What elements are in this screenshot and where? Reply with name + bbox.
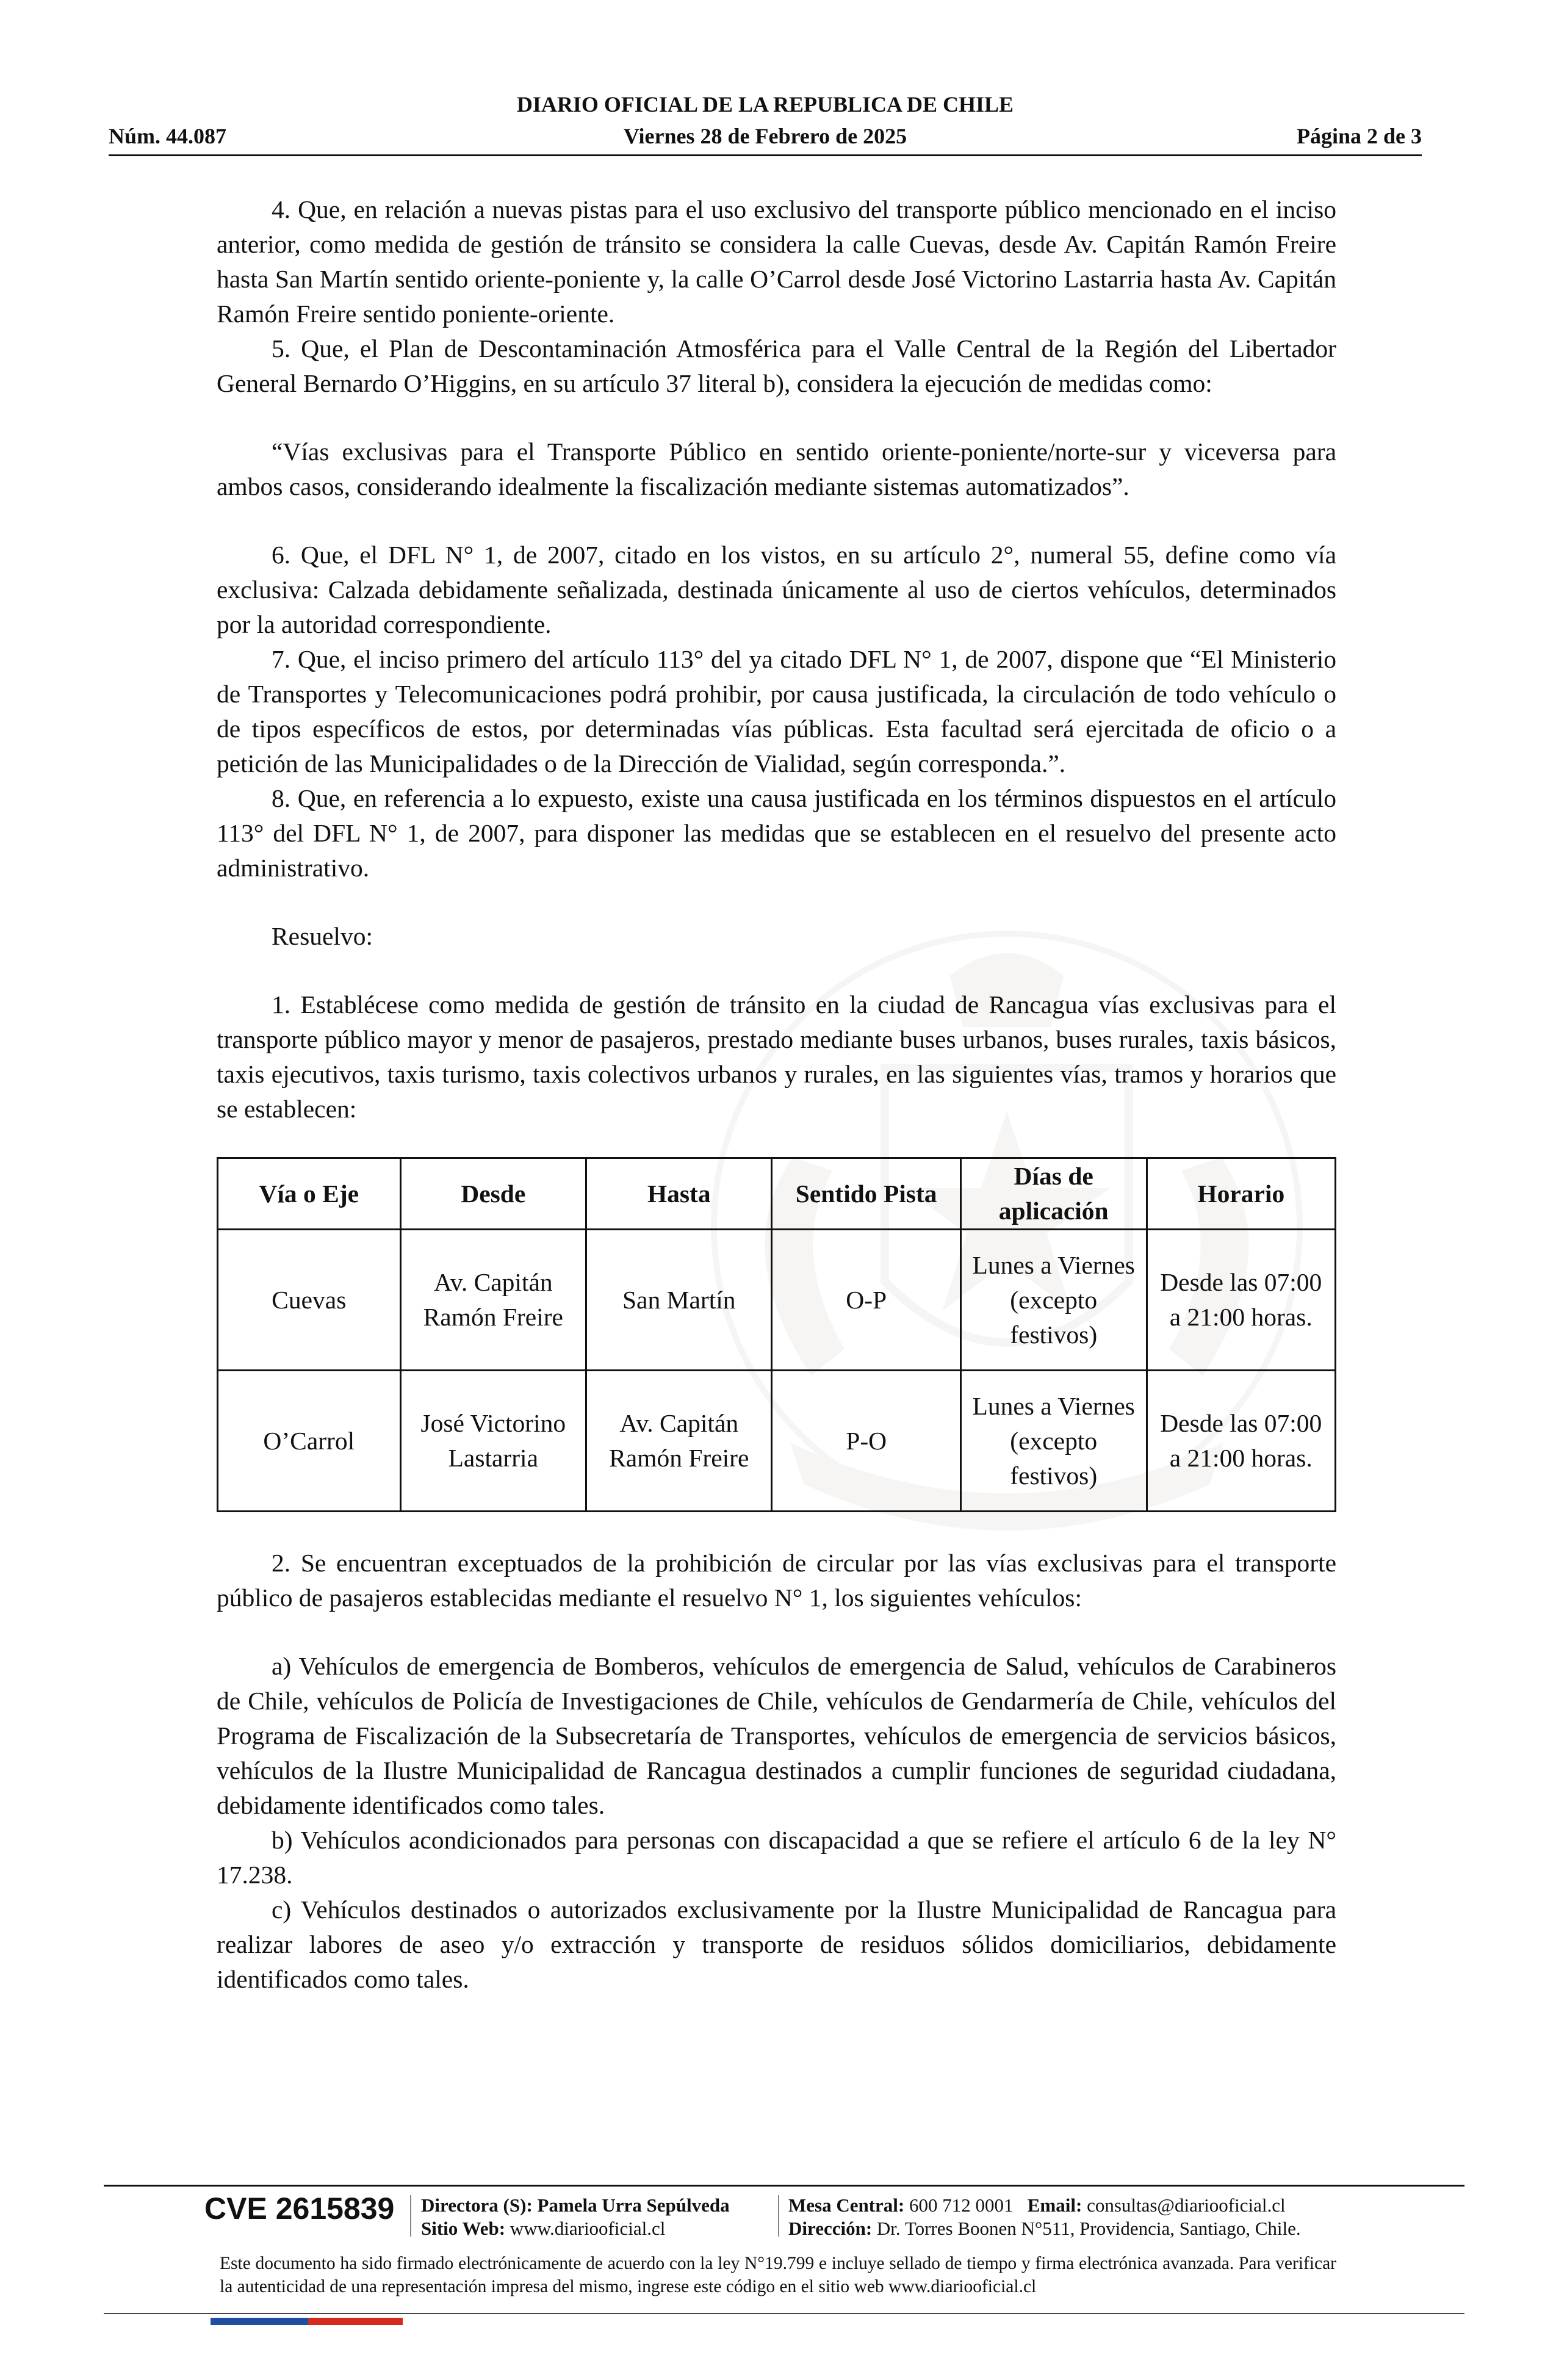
newspaper-title: DIARIO OFICIAL DE LA REPUBLICA DE CHILE [516, 92, 1014, 117]
signature-notice: Este documento ha sido firmado electrónicamente de acuerdo con la ley N°19.799 e incluye sellado de tiempo y firma electrónica avanzada. Para verificar la autenticidad de una representación impresa del mismo, ingrese este código en el sitio web www.diariooficial.cl [220, 2254, 1336, 2296]
column-header: Vía o Eje [218, 1158, 401, 1230]
resuelvo-2: 2. Se encuentran exceptuados de la prohibición de circular por las vías exclusivas para el transporte público de pasajeros establecidas mediante el resuelvo N° 1, los siguientes vehículos: [217, 1549, 1336, 1612]
paragraph-5: 5. Que, el Plan de Descontaminación Atmosférica para el Valle Central de la Región del Libertador General Bernardo O’Higgins, en su artículo 37 literal b), considera la ejecución de medidas como: [217, 334, 1336, 397]
table-row [218, 1371, 1336, 1512]
flag-stripe-red [308, 2318, 403, 2325]
footer-contact-right [788, 2194, 1301, 2240]
sitio-web-link[interactable]: www.diariooficial.cl [510, 2218, 666, 2239]
footer-separator [778, 2195, 779, 2237]
email-link[interactable]: consultas@diariooficial.cl [1087, 2194, 1286, 2216]
issue-number: Núm. 44.087 [109, 124, 227, 148]
page-header [109, 92, 1422, 159]
column-header: Desde [400, 1158, 586, 1230]
footer-divider [104, 2185, 1464, 2187]
column-header: Horario [1147, 1158, 1336, 1230]
table-cell: Av. Capitán Ramón Freire [400, 1230, 586, 1371]
table-header-row [218, 1158, 1336, 1230]
directora-name: Pamela Urra Sepúlveda [537, 2194, 730, 2216]
footer-bottom-rule [104, 2313, 1464, 2314]
table-cell: San Martín [586, 1230, 772, 1371]
resuelvo-heading: Resuelvo: [272, 922, 373, 950]
table-cell: O’Carrol [218, 1371, 401, 1512]
column-header: Días de aplicación [960, 1158, 1147, 1230]
table-cell: José Victorino Lastarria [400, 1371, 586, 1512]
header-divider [109, 154, 1422, 156]
directora-label: Directora (S): [421, 2194, 533, 2216]
footer-separator [410, 2195, 411, 2237]
table-cell: Desde las 07:00 a 21:00 horas. [1147, 1371, 1336, 1512]
exception-b: b) Vehículos acondicionados para personas con discapacidad a que se refiere el artículo 6 de la ley N° 17.238. [217, 1826, 1336, 1889]
exception-c: c) Vehículos destinados o autorizados exclusivamente por la Ilustre Municipalidad de Rancagua para realizar labores de aseo y/o extracción y transporte de residuos sólidos domiciliarios, debidamente identificados como tales. [217, 1895, 1336, 1993]
table-cell: Lunes a Viernes (excepto festivos) [960, 1230, 1147, 1371]
direccion-value: Dr. Torres Boonen N°511, Providencia, Santiago, Chile. [876, 2218, 1301, 2239]
document-body [217, 192, 1336, 1997]
email-label: Email: [1027, 2194, 1082, 2216]
table-cell: O-P [772, 1230, 960, 1371]
mesa-value: 600 712 0001 [909, 2194, 1014, 2216]
exception-a: a) Vehículos de emergencia de Bomberos, vehículos de emergencia de Salud, vehículos de Carabineros de Chile, vehículos de Policía de Investigaciones de Chile, vehículos de Gendarmería de Chile, vehículos del Programa de Fiscalización de la Subsecretaría de Transportes, vehículos de emergencia de servicios básicos, vehículos de la Ilustre Municipalidad de Rancagua destinados a cumplir funciones de seguridad ciudadana, debidamente identificados como tales. [217, 1652, 1336, 1819]
exclusive-lanes-table [217, 1157, 1336, 1512]
page-indicator: Página 2 de 3 [1296, 124, 1422, 148]
paragraph-4: 4. Que, en relación a nuevas pistas para el uso exclusivo del transporte público mencionado en el inciso anterior, como medida de gestión de tránsito se considera la calle Cuevas, desde Av. Capitán Ramón Freire hasta San Martín sentido oriente-poniente y, la calle O’Carrol desde José Victorino Lastarria hasta Av. Capitán Ramón Freire sentido poniente-oriente. [217, 195, 1336, 328]
paragraph-8: 8. Que, en referencia a lo expuesto, existe una causa justificada en los términos dispuestos en el artículo 113° del DFL N° 1, de 2007, para disponer las medidas que se establecen en el resuelvo del presente acto administrativo. [217, 784, 1336, 882]
table-cell: Cuevas [218, 1230, 401, 1371]
column-header: Hasta [586, 1158, 772, 1230]
paragraph-6: 6. Que, el DFL N° 1, de 2007, citado en los vistos, en su artículo 2°, numeral 55, define como vía exclusiva: Calzada debidamente señalizada, destinada únicamente al uso de ciertos vehículos, determinados por la autoridad correspondiente. [217, 541, 1336, 638]
table-cell: Lunes a Viernes (excepto festivos) [960, 1371, 1147, 1512]
cve-code: CVE 2615839 [204, 2191, 395, 2226]
table-cell: Av. Capitán Ramón Freire [586, 1371, 772, 1512]
table-cell: Desde las 07:00 a 21:00 horas. [1147, 1230, 1336, 1371]
resuelvo-1: 1. Establécese como medida de gestión de tránsito en la ciudad de Rancagua vías exclusivas para el transporte público mayor y menor de pasajeros, prestado mediante buses urbanos, buses rurales, taxis básicos, taxis ejecutivos, taxis turismo, taxis colectivos urbanos y rurales, en las siguientes vías, tramos y horarios que se establecen: [217, 990, 1336, 1123]
column-header: Sentido Pista [772, 1158, 960, 1230]
sitio-label: Sitio Web: [421, 2218, 506, 2239]
mesa-label: Mesa Central: [788, 2194, 905, 2216]
footer-contact-left [421, 2194, 730, 2240]
flag-stripe-blue [211, 2318, 308, 2325]
quoted-measure: “Vías exclusivas para el Transporte Público en sentido oriente-poniente/norte-sur y viceversa para ambos casos, considerando idealmente la fiscalización mediante sistemas automatizados”. [217, 438, 1336, 500]
table-cell: P-O [772, 1371, 960, 1512]
issue-date: Viernes 28 de Febrero de 2025 [623, 124, 907, 148]
direccion-label: Dirección: [788, 2218, 873, 2239]
table-row [218, 1230, 1336, 1371]
paragraph-7: 7. Que, el inciso primero del artículo 113° del ya citado DFL N° 1, de 2007, dispone que “El Ministerio de Transportes y Telecomunicaciones podrá prohibir, por causa justificada, la circulación de todo vehículo o de tipos específicos de estos, por determinadas vías públicas. Esta facultad será ejercitada de oficio o a petición de las Municipalidades o de la Dirección de Vialidad, según corresponda.”. [217, 645, 1336, 777]
